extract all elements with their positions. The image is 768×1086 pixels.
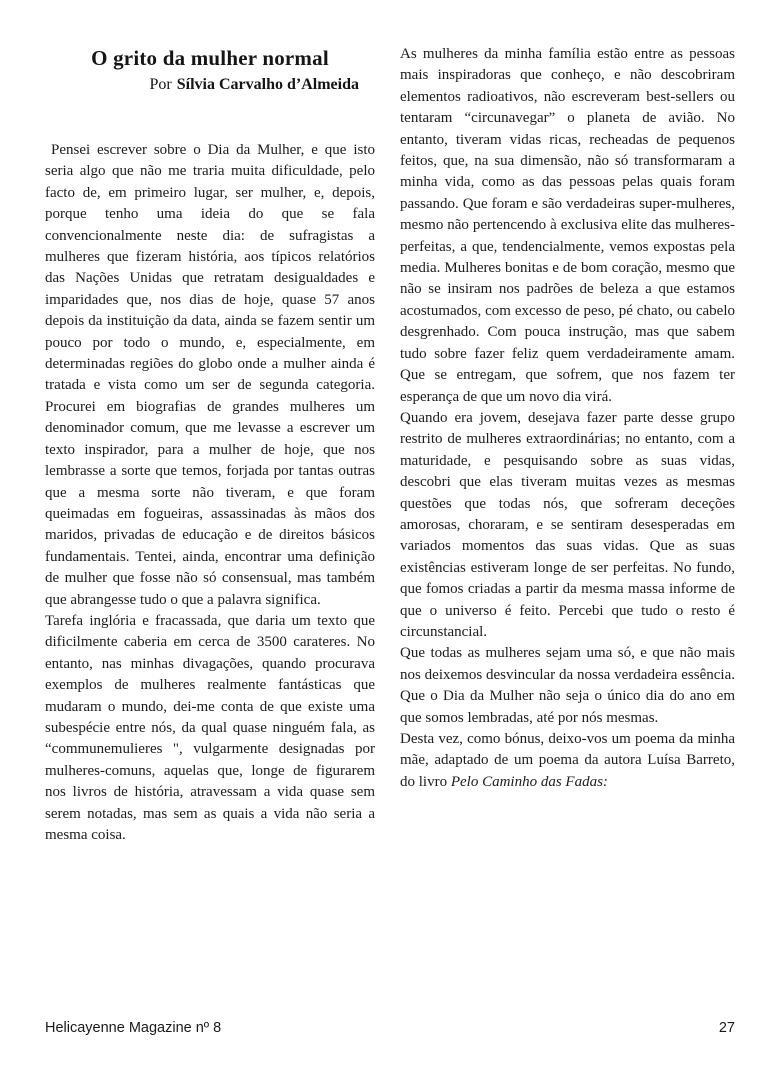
page-footer xyxy=(45,1020,735,1036)
footer-publication-name: Helicayenne Magazine nº 8 xyxy=(45,1020,222,1036)
article-paragraph: Quando era jovem, desejava fazer parte desse grupo restrito de mulheres extraordinárias; no entanto, com a maturidade, e pesquisando sobre as suas vidas, descobri que elas tiveram muitas vezes as mesmas questões que todas nós, que sofreram deceções amorosas, choraram, e se sentiram desesperadas em variados momentos das suas vidas. Que as suas existências estiveram longe de ser perfeitas. No fundo, que fomos criadas a partir da mesma massa informe de que o universo é feito. Percebi que tudo o resto é circunstancial. xyxy=(400,409,735,640)
footer-page-number: 27 xyxy=(718,1020,735,1036)
left-column-body xyxy=(45,140,375,846)
book-title-italic: Pelo Caminho das Fadas: xyxy=(450,773,608,790)
article-paragraph: As mulheres da minha família estão entre as pessoas mais inspiradoras que conheço, e não descobriram elementos radioativos, não escreveram best-sellers ou tentaram “circunavegar” o planeta de avião. No entanto, tiveram vidas ricas, recheadas de pequenos feitos, que, na sua dimensão, não só transformaram a minha vida, como as das pessoas pelas quais foram passando. Que foram e são verdadeiras super-mulheres, mesmo não pertencendo à exclusiva elite das mulheres-perfeitas, a que, tendencialmente, vemos expostas pela media. Mulheres bonitas e de bom coração, mesmo que não se insiram nos padrões de beleza a que estamos acostumados, com excesso de peso, pé chato, ou cabelo desgrenhado. Com pouca instrução, mas que sabem tudo sobre fazer feliz quem verdadeiramente amam. Que se entregam, que sofrem, que nos fazem ter esperança de que um novo dia virá. xyxy=(400,46,735,405)
article-paragraph: Que todas as mulheres sejam uma só, e que não mais nos deixemos desvincular da nossa verdadeira essência. Que o Dia da Mulher não seja o único dia do ano em que somos lembradas, até por nós mesmas. xyxy=(400,645,735,726)
left-column xyxy=(45,44,375,846)
article-title: O grito da mulher normal xyxy=(91,46,329,70)
article-header xyxy=(45,44,375,96)
right-column-body xyxy=(400,44,735,793)
article-paragraph: Tarefa inglória e fracassada, que daria um texto que dificilmente caberia em cerca de 3500 carateres. No entanto, nas minhas divagações, quando procurava exemplos de mulheres realmente fantásticas que mudaram o mundo, dei-me conta de que existe uma subespécie entre nós, da qual quase ninguém fala, as “communemulieres ", vulgarmente designadas por mulheres-comuns, aquelas que, longe de figurarem nos livros de história, atravessam a vida quase sem serem notadas, mas sem as quais a vida não seria a mesma coisa. xyxy=(45,612,375,843)
right-column xyxy=(400,44,735,846)
article-closing-paragraph xyxy=(400,729,735,793)
closing-paragraph-text: Desta vez, como bónus, deixo-vos um poema da minha mãe, adaptado de um poema da autora Luísa Barreto, do livro xyxy=(400,731,735,790)
byline-prefix: Por xyxy=(149,76,172,93)
article-paragraph: Pensei escrever sobre o Dia da Mulher, e que isto seria algo que não me traria muita dificuldade, pelo facto de, em primeiro lugar, ser mulher, e, depois, porque tenho uma ideia do que se fala convencionalmente neste dia: de sufragistas a mulheres que fizeram história, aos típicos relatórios das Nações Unidas que retratam desigualdades e imparidades que, nos dias de hoje, quase 57 anos depois da instituição da data, ainda se fazem sentir um pouco por todo o mundo, e, especialmente, em determinadas regiões do globo onde a mulher ainda é tratada e vista como um ser de segunda categoria. Procurei em biografias de grandes mulheres um denominador comum, que me levasse a escrever um texto inspirador, para a mulher de hoje, que nos lembrasse a sorte que temos, forjada por tantas outras que a mesma sorte não tiveram, e que foram queimadas em fogueiras, assassinadas às mãos dos maridos, privadas de educação e de direitos básicos fundamentais. Tentei, ainda, encontrar uma definição de mulher que fosse não só consensual, mas também que abrangesse tudo o que a palavra significa. xyxy=(45,142,375,608)
byline-author-name: Sílvia Carvalho d’Almeida xyxy=(176,76,359,93)
article-byline xyxy=(45,74,359,96)
two-column-layout xyxy=(45,44,735,846)
